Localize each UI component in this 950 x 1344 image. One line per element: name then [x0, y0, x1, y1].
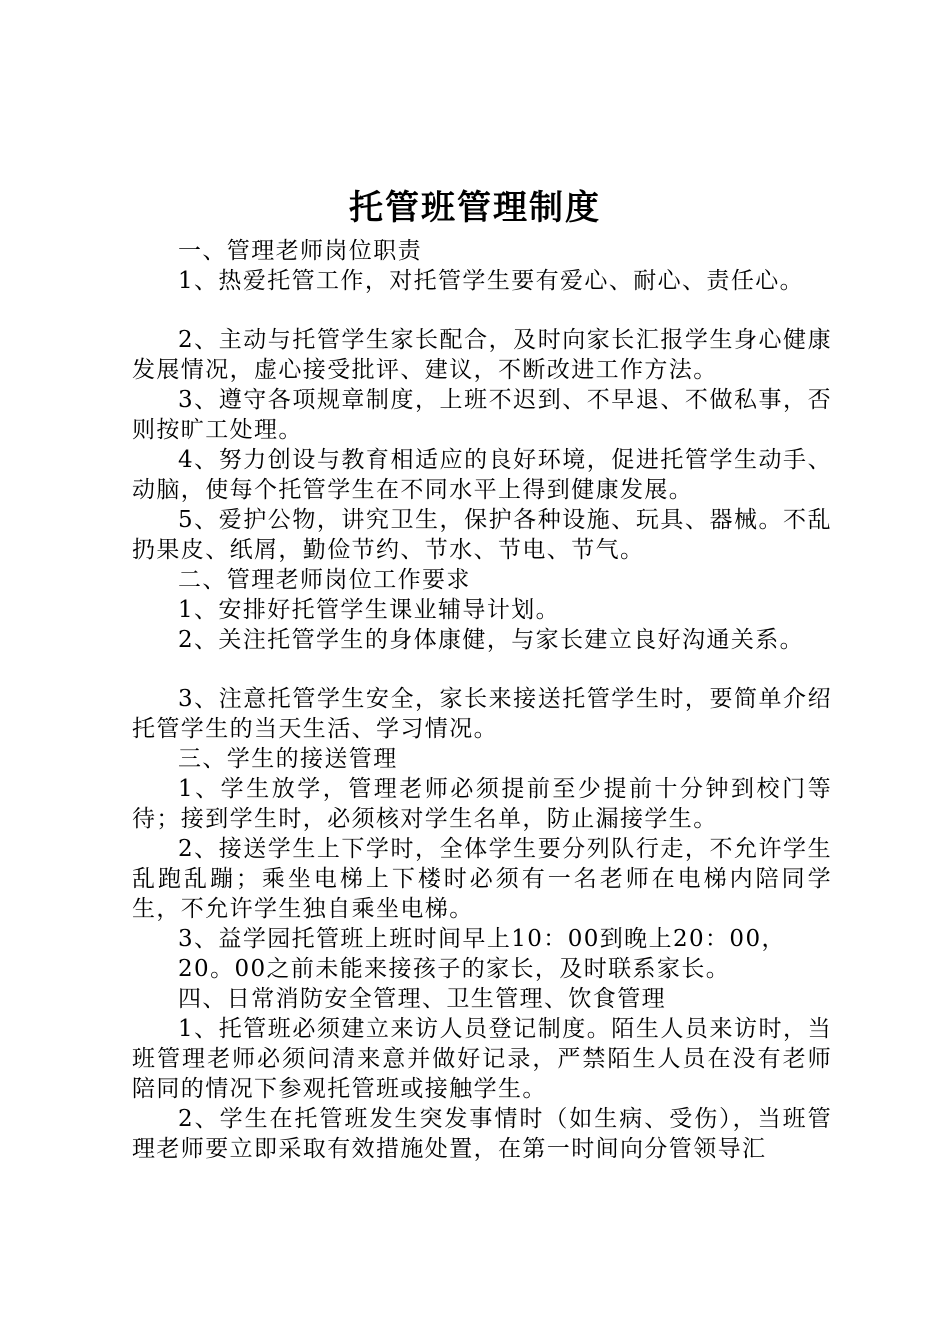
paragraph: 2、主动与托管学生家长配合，及时向家长汇报学生身心健康发展情况，虚心接受批评、建议，不断改进工作方法。 [132, 327, 832, 383]
paragraph: 2、接送学生上下学时，全体学生要分列队行走，不允许学生乱跑乱蹦；乘坐电梯上下楼时必须有一名老师在电梯内陪同学生，不允许学生独自乘坐电梯。 [132, 836, 832, 922]
paragraph: 3、注意托管学生安全，家长来接送托管学生时，要简单介绍托管学生的当天生活、学习情况。 [132, 686, 832, 742]
paragraph: 2、关注托管学生的身体康健，与家长建立良好沟通关系。 [178, 627, 805, 653]
paragraph: 5、爱护公物，讲究卫生，保护各种设施、玩具、器械。不乱扔果皮、纸屑，勤俭节约、节水、节电、节气。 [132, 507, 832, 563]
paragraph: 3、遵守各项规章制度，上班不迟到、不早退、不做私事，否则按旷工处理。 [132, 387, 832, 443]
section-heading-2: 二、管理老师岗位工作要求 [178, 567, 471, 593]
paragraph: 4、努力创设与教育相适应的良好环境，促进托管学生动手、动脑，使每个托管学生在不同水平上得到健康发展。 [132, 447, 832, 503]
document-body [132, 236, 832, 1164]
paragraph: 1、学生放学，管理老师必须提前至少提前十分钟到校门等待；接到学生时，必须核对学生名单，防止漏接学生。 [132, 776, 832, 832]
section-heading-4: 四、日常消防安全管理、卫生管理、饮食管理 [178, 986, 666, 1012]
paragraph: 3、益学园托管班上班时间早上10：00到晚上20：00， [178, 926, 786, 952]
document-title: 托管班管理制度 [349, 188, 601, 228]
paragraph: 1、托管班必须建立来访人员登记制度。陌生人员来访时，当班管理老师必须问清来意并做好记录，严禁陌生人员在没有老师陪同的情况下参观托管班或接触学生。 [132, 1016, 832, 1102]
section-heading-3: 三、学生的接送管理 [178, 746, 398, 772]
paragraph: 1、安排好托管学生课业辅导计划。 [178, 597, 561, 623]
section-heading-1: 一、管理老师岗位职责 [178, 238, 422, 264]
paragraph: 1、热爱托管工作，对托管学生要有爱心、耐心、责任心。 [178, 268, 805, 294]
paragraph: 20。00之前未能来接孩子的家长，及时联系家长。 [178, 956, 731, 982]
paragraph: 2、学生在托管班发生突发事情时（如生病、受伤），当班管理老师要立即采取有效措施处置，在第一时间向分管领导汇 [132, 1106, 832, 1162]
